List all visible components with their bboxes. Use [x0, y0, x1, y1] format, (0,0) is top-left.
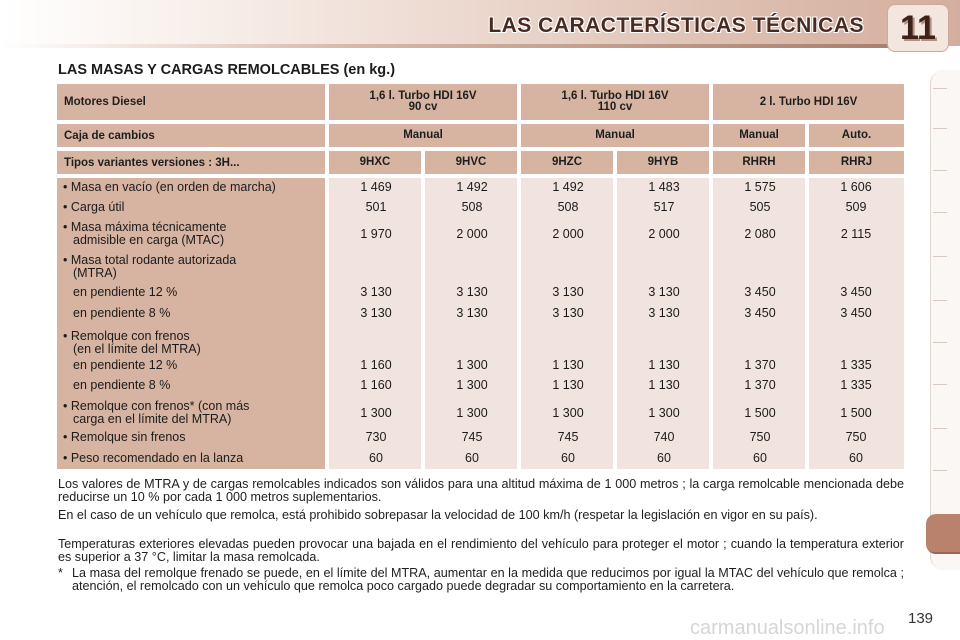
value-cell: 1 970 — [360, 227, 392, 241]
paragraph-speed: En el caso de un vehículo que remolca, está prohibido sobrepasar la velocidad de 100 km/h (respetar la legislación en vigor en su país). — [58, 508, 818, 522]
value-cell: 1 130 — [552, 358, 584, 372]
row-label-line: • Remolque con frenos* (con más — [63, 399, 250, 413]
row-label-line: carga en el límite del MTRA) — [73, 412, 232, 426]
value-cell: 2 000 — [456, 227, 488, 241]
value-cell: 3 450 — [840, 285, 872, 299]
page-number: 139 — [908, 610, 934, 627]
value-cell: 1 575 — [744, 180, 776, 194]
paragraph-temperature: Temperaturas exteriores elevadas pueden provocar una bajada en el rendimiento del vehículo para proteger el motor ; cuando la temperatura exterior es superior a 37 °C, limitar la masa remolcada. — [58, 537, 904, 565]
side-tab-marker[interactable] — [933, 384, 947, 385]
row-label — [73, 379, 170, 392]
value-cell: 3 130 — [456, 285, 488, 299]
engine-header — [713, 84, 904, 120]
value-cell: 740 — [653, 430, 675, 444]
value-cell: 3 130 — [360, 285, 392, 299]
value-cell: 1 300 — [360, 406, 392, 420]
variant-cell: RHRH — [713, 151, 805, 174]
row-label — [73, 307, 170, 320]
side-tab-marker[interactable] — [933, 170, 947, 171]
value-cell: 3 130 — [648, 285, 680, 299]
value-cell: 1 300 — [648, 406, 680, 420]
value-cell: 1 300 — [456, 378, 488, 392]
value-cell: 745 — [461, 430, 483, 444]
body-value-column — [521, 178, 613, 469]
side-tab-marker[interactable] — [933, 128, 947, 129]
chapter-number: 11 — [900, 9, 936, 47]
row-label-line: • Remolque sin frenos — [63, 430, 186, 444]
row-label-line: • Remolque con frenos — [63, 329, 190, 343]
value-cell: 3 130 — [552, 306, 584, 320]
value-cell: 1 300 — [456, 406, 488, 420]
value-cell: 750 — [749, 430, 771, 444]
row-label — [63, 330, 201, 356]
side-tab-marker[interactable] — [933, 88, 947, 89]
value-cell: 2 000 — [552, 227, 584, 241]
section-title: LAS MASAS Y CARGAS REMOLCABLES (en kg.) — [58, 62, 396, 78]
value-cell: 508 — [461, 200, 483, 214]
body-value-column — [329, 178, 421, 469]
row-label-line: admisible en carga (MTAC) — [73, 233, 225, 247]
side-tab-marker[interactable] — [933, 212, 947, 213]
value-cell: 745 — [557, 430, 579, 444]
value-cell: 1 160 — [360, 378, 392, 392]
value-cell: 509 — [845, 200, 867, 214]
value-cell: 517 — [653, 200, 675, 214]
value-cell: 1 469 — [360, 180, 392, 194]
header-rule — [0, 44, 890, 48]
value-cell: 1 500 — [840, 406, 872, 420]
value-cell: 3 130 — [552, 285, 584, 299]
row-label-line: • Peso recomendado en la lanza — [63, 451, 244, 465]
chapter-badge — [887, 4, 949, 52]
row-label-line: • Masa máxima técnicamente — [63, 220, 227, 234]
body-value-column — [713, 178, 805, 469]
body-value-column — [809, 178, 904, 469]
gearbox-header: Caja de cambios — [57, 124, 325, 147]
row-label — [73, 286, 177, 299]
value-cell: 1 500 — [744, 406, 776, 420]
gearbox-cell: Auto. — [809, 124, 904, 147]
footnote-text: La masa del remolque frenado se puede, en el límite del MTRA, aumentar en la medida que reducimos por igual la MTAC del vehículo que remolca ; atención, el remolcado con un vehículo que remolca poco cargado puede degradar su comportamiento en la carretera. — [72, 566, 904, 594]
row-label — [63, 400, 249, 426]
value-cell: 1 370 — [744, 358, 776, 372]
value-cell: 60 — [849, 451, 863, 465]
engine-header — [329, 84, 517, 120]
value-cell: 1 492 — [456, 180, 488, 194]
engine-name: 1,6 l. Turbo HDI 16V — [369, 90, 477, 102]
variant-cell: 9HZC — [521, 151, 613, 174]
row-label — [63, 452, 243, 465]
value-cell: 1 483 — [648, 180, 680, 194]
body-value-column — [425, 178, 517, 469]
value-cell: 3 130 — [360, 306, 392, 320]
value-cell: 3 450 — [744, 306, 776, 320]
variant-cell: 9HYB — [617, 151, 709, 174]
gearbox-cell: Manual — [329, 124, 517, 147]
value-cell: 60 — [753, 451, 767, 465]
variant-cell: 9HVC — [425, 151, 517, 174]
value-cell: 505 — [749, 200, 771, 214]
engine-name: 2 l. Turbo HDI 16V — [759, 95, 858, 108]
row-label — [63, 254, 236, 280]
engines-header: Motores Diesel — [57, 84, 325, 120]
row-label-line: • Masa total rodante autorizada — [63, 253, 237, 267]
row-label-line: en pendiente 8 % — [73, 378, 171, 392]
row-label-line: en pendiente 8 % — [73, 306, 171, 320]
engine-power: 90 cv — [408, 101, 438, 113]
row-label-line: en pendiente 12 % — [73, 358, 178, 372]
gearbox-cell: Manual — [521, 124, 709, 147]
value-cell: 60 — [657, 451, 671, 465]
row-label-line: en pendiente 12 % — [73, 285, 178, 299]
value-cell: 1 160 — [360, 358, 392, 372]
value-cell: 750 — [845, 430, 867, 444]
row-label — [63, 201, 124, 214]
side-tab-active[interactable] — [926, 514, 960, 554]
row-label-line: (MTRA) — [73, 266, 117, 280]
side-tab-marker[interactable] — [933, 300, 947, 301]
variant-cell: 9HXC — [329, 151, 421, 174]
gearbox-cell: Manual — [713, 124, 805, 147]
footnote-mark: * — [58, 566, 63, 580]
side-tab-marker[interactable] — [933, 256, 947, 257]
engine-header — [521, 84, 709, 120]
value-cell: 1 335 — [840, 358, 872, 372]
value-cell: 1 370 — [744, 378, 776, 392]
value-cell: 3 450 — [744, 285, 776, 299]
paragraph-altitude: Los valores de MTRA y de cargas remolcables indicados son válidos para una altitud máxima de 1 000 metros ; la carga remolcable mencionada debe reducirse un 10 % por cada 1 000 metros suplementarios. — [58, 477, 904, 505]
value-cell: 1 130 — [648, 358, 680, 372]
value-cell: 1 492 — [552, 180, 584, 194]
row-label — [73, 359, 177, 372]
value-cell: 1 130 — [552, 378, 584, 392]
variants-header: Tipos variantes versiones : 3H... — [57, 151, 325, 174]
value-cell: 2 080 — [744, 227, 776, 241]
value-cell: 3 130 — [456, 306, 488, 320]
row-label — [63, 221, 226, 247]
side-tab-marker[interactable] — [933, 428, 947, 429]
value-cell: 1 335 — [840, 378, 872, 392]
row-label — [63, 181, 276, 194]
value-cell: 1 606 — [840, 180, 872, 194]
chapter-title: LAS CARACTERÍSTICAS TÉCNICAS — [488, 14, 864, 37]
row-label — [63, 431, 186, 444]
value-cell: 508 — [557, 200, 579, 214]
value-cell: 1 300 — [552, 406, 584, 420]
value-cell: 60 — [561, 451, 575, 465]
value-cell: 2 115 — [840, 227, 872, 241]
value-cell: 501 — [365, 200, 387, 214]
row-label-line: • Carga útil — [63, 200, 125, 214]
value-cell: 730 — [365, 430, 387, 444]
side-tab-marker[interactable] — [933, 470, 947, 471]
side-tab-rail — [930, 70, 960, 570]
body-value-column — [617, 178, 709, 469]
engine-power: 110 cv — [597, 101, 633, 113]
value-cell: 1 300 — [456, 358, 488, 372]
value-cell: 60 — [465, 451, 479, 465]
watermark: carmanualsonline.info — [690, 617, 885, 639]
value-cell: 3 130 — [648, 306, 680, 320]
value-cell: 1 130 — [648, 378, 680, 392]
variant-cell: RHRJ — [809, 151, 904, 174]
value-cell: 3 450 — [840, 306, 872, 320]
row-label-line: • Masa en vacío (en orden de marcha) — [63, 180, 276, 194]
value-cell: 60 — [369, 451, 383, 465]
value-cell: 2 000 — [648, 227, 680, 241]
side-tab-marker[interactable] — [933, 342, 947, 343]
row-label-line: (en el límite del MTRA) — [73, 342, 201, 356]
engine-name: 1,6 l. Turbo HDI 16V — [561, 90, 669, 102]
